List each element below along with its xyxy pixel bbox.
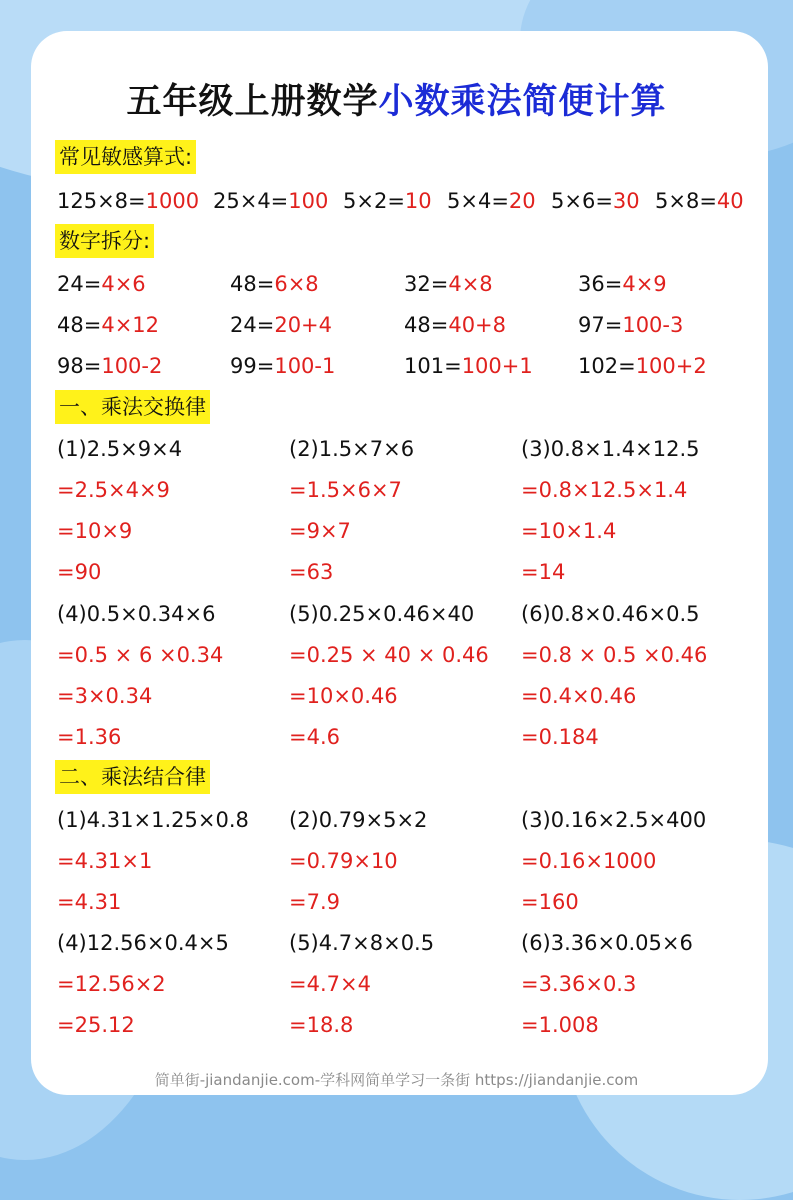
problem-step-answer: =10×1.4 bbox=[521, 519, 617, 543]
common-formula-answer: 30 bbox=[612, 189, 640, 213]
common-formula-text: 5×8= bbox=[655, 189, 717, 213]
split-item-answer: 100+2 bbox=[635, 354, 707, 378]
split-item-answer: 100+1 bbox=[461, 354, 533, 378]
problem-question-text: (5)4.7×8×0.5 bbox=[289, 931, 435, 955]
problem-step-answer: =2.5×4×9 bbox=[57, 478, 170, 502]
section-heading-split: 数字拆分: bbox=[55, 224, 154, 258]
problem-question-text: (4)0.5×0.34×6 bbox=[57, 602, 216, 626]
split-item bbox=[578, 350, 707, 382]
split-item bbox=[57, 268, 146, 300]
footer-text: 简单街-jiandanjie.com-学科网简单学习一条街 https://jiandanjie.com bbox=[154, 1071, 639, 1089]
common-formula bbox=[57, 185, 199, 217]
problem-question bbox=[57, 433, 182, 465]
problem-step-answer: =9×7 bbox=[289, 519, 351, 543]
problem-step-answer: =0.4×0.46 bbox=[521, 684, 637, 708]
problem-question-text: (3)0.8×1.4×12.5 bbox=[521, 437, 700, 461]
split-item-text: 102= bbox=[578, 354, 636, 378]
common-formula-text: 125×8= bbox=[57, 189, 146, 213]
split-item-answer: 100-3 bbox=[622, 313, 684, 337]
split-item-answer: 4×6 bbox=[101, 272, 146, 296]
common-formula bbox=[551, 185, 640, 217]
problem-step-answer: =10×0.46 bbox=[289, 684, 398, 708]
page-title bbox=[0, 78, 793, 126]
problem-question bbox=[289, 433, 414, 465]
split-item-text: 32= bbox=[404, 272, 449, 296]
split-item-text: 48= bbox=[57, 313, 102, 337]
problem-step-answer: =10×9 bbox=[57, 519, 133, 543]
problem-step bbox=[521, 1009, 599, 1041]
problem-question-text: (6)3.36×0.05×6 bbox=[521, 931, 693, 955]
problem-step-answer: =3.36×0.3 bbox=[521, 972, 637, 996]
split-item bbox=[578, 309, 683, 341]
split-item-text: 48= bbox=[404, 313, 449, 337]
problem-step bbox=[289, 845, 398, 877]
problem-step-answer: =1.008 bbox=[521, 1013, 599, 1037]
problem-question bbox=[57, 598, 215, 630]
problem-question-text: (5)0.25×0.46×40 bbox=[289, 602, 475, 626]
problem-step-answer: =14 bbox=[521, 560, 566, 584]
section-heading-commutative: 一、乘法交换律 bbox=[55, 390, 210, 424]
problem-step-answer: =3×0.34 bbox=[57, 684, 153, 708]
split-item-answer: 100-2 bbox=[101, 354, 163, 378]
problem-step bbox=[521, 721, 599, 753]
problem-step-answer: =0.8×12.5×1.4 bbox=[521, 478, 688, 502]
problem-question-text: (2)0.79×5×2 bbox=[289, 808, 428, 832]
problem-step-answer: =7.9 bbox=[289, 890, 340, 914]
problem-step bbox=[521, 515, 616, 547]
split-item-answer: 4×12 bbox=[101, 313, 160, 337]
problem-step-answer: =0.79×10 bbox=[289, 849, 398, 873]
section-heading-common: 常见敏感算式: bbox=[55, 140, 196, 174]
common-formula-answer: 100 bbox=[288, 189, 329, 213]
common-formula-answer: 40 bbox=[716, 189, 744, 213]
problem-step-answer: =0.184 bbox=[521, 725, 599, 749]
split-item-answer: 4×8 bbox=[448, 272, 493, 296]
problem-step bbox=[521, 556, 565, 588]
split-item-answer: 20+4 bbox=[274, 313, 333, 337]
problem-question bbox=[521, 927, 693, 959]
split-item-text: 48= bbox=[230, 272, 275, 296]
split-item-text: 36= bbox=[578, 272, 623, 296]
problem-step-answer: =0.16×1000 bbox=[521, 849, 657, 873]
split-item bbox=[578, 268, 667, 300]
split-item-answer: 100-1 bbox=[274, 354, 336, 378]
problem-step-answer: =90 bbox=[57, 560, 102, 584]
split-item-text: 101= bbox=[404, 354, 462, 378]
split-item-answer: 40+8 bbox=[448, 313, 507, 337]
split-item bbox=[404, 268, 493, 300]
problem-question bbox=[521, 433, 700, 465]
split-item bbox=[57, 309, 159, 341]
split-item-answer: 6×8 bbox=[274, 272, 319, 296]
split-item-text: 99= bbox=[230, 354, 275, 378]
problem-step bbox=[57, 515, 132, 547]
problem-question bbox=[57, 804, 249, 836]
problem-question-text: (6)0.8×0.46×0.5 bbox=[521, 602, 700, 626]
common-formula bbox=[343, 185, 432, 217]
split-item bbox=[404, 350, 533, 382]
problem-step-answer: =0.5 × 6 ×0.34 bbox=[57, 643, 224, 667]
problem-question bbox=[57, 927, 229, 959]
problem-step bbox=[289, 515, 351, 547]
problem-step-answer: =63 bbox=[289, 560, 334, 584]
problem-step bbox=[521, 845, 656, 877]
split-item bbox=[404, 309, 506, 341]
common-formula bbox=[447, 185, 536, 217]
problem-step-answer: =18.8 bbox=[289, 1013, 354, 1037]
problem-step bbox=[521, 680, 636, 712]
problem-step-answer: =0.8 × 0.5 ×0.46 bbox=[521, 643, 708, 667]
problem-question-text: (1)2.5×9×4 bbox=[57, 437, 183, 461]
problem-step bbox=[57, 680, 152, 712]
problem-question-text: (2)1.5×7×6 bbox=[289, 437, 415, 461]
problem-step-answer: =4.31×1 bbox=[57, 849, 153, 873]
split-item-text: 24= bbox=[230, 313, 275, 337]
problem-step bbox=[57, 639, 223, 671]
common-formula-answer: 20 bbox=[508, 189, 536, 213]
problem-step-answer: =12.56×2 bbox=[57, 972, 166, 996]
title-part1: 五年级上册数学 bbox=[126, 81, 379, 122]
problem-step bbox=[289, 680, 398, 712]
common-formula bbox=[655, 185, 744, 217]
problem-step bbox=[289, 886, 340, 918]
problem-step bbox=[521, 474, 687, 506]
problem-question bbox=[521, 598, 700, 630]
problem-step bbox=[521, 968, 636, 1000]
problem-question bbox=[289, 598, 474, 630]
problem-question-text: (1)4.31×1.25×0.8 bbox=[57, 808, 249, 832]
problem-step bbox=[289, 968, 371, 1000]
problem-step bbox=[57, 845, 152, 877]
problem-question bbox=[289, 804, 427, 836]
common-formula bbox=[213, 185, 328, 217]
split-item bbox=[57, 350, 162, 382]
common-formula-answer: 10 bbox=[404, 189, 432, 213]
split-item-text: 97= bbox=[578, 313, 623, 337]
section-heading-associative: 二、乘法结合律 bbox=[55, 760, 210, 794]
problem-step-answer: =4.7×4 bbox=[289, 972, 371, 996]
problem-step-answer: =25.12 bbox=[57, 1013, 135, 1037]
common-formula-text: 5×6= bbox=[551, 189, 613, 213]
problem-step bbox=[57, 1009, 135, 1041]
problem-step bbox=[521, 886, 579, 918]
problem-step-answer: =4.31 bbox=[57, 890, 122, 914]
problem-step bbox=[57, 886, 121, 918]
common-formula-text: 25×4= bbox=[213, 189, 289, 213]
problem-step-answer: =160 bbox=[521, 890, 579, 914]
problem-step-answer: =0.25 × 40 × 0.46 bbox=[289, 643, 489, 667]
split-item-text: 98= bbox=[57, 354, 102, 378]
split-item-answer: 4×9 bbox=[622, 272, 667, 296]
split-item bbox=[230, 268, 319, 300]
common-formula-text: 5×4= bbox=[447, 189, 509, 213]
problem-step bbox=[289, 639, 489, 671]
problem-step-answer: =1.5×6×7 bbox=[289, 478, 402, 502]
problem-question bbox=[289, 927, 434, 959]
problem-step-answer: =4.6 bbox=[289, 725, 340, 749]
common-formula-text: 5×2= bbox=[343, 189, 405, 213]
problem-step bbox=[289, 1009, 353, 1041]
problem-step bbox=[57, 721, 121, 753]
problem-step bbox=[289, 556, 333, 588]
common-formula-answer: 1000 bbox=[145, 189, 200, 213]
split-item bbox=[230, 309, 332, 341]
title-part2: 小数乘法简便计算 bbox=[378, 81, 667, 122]
problem-question-text: (4)12.56×0.4×5 bbox=[57, 931, 229, 955]
problem-step bbox=[57, 556, 101, 588]
problem-step-answer: =1.36 bbox=[57, 725, 122, 749]
problem-question-text: (3)0.16×2.5×400 bbox=[521, 808, 707, 832]
problem-step bbox=[521, 639, 707, 671]
problem-step bbox=[57, 968, 166, 1000]
problem-step bbox=[289, 721, 340, 753]
problem-question bbox=[521, 804, 706, 836]
split-item bbox=[230, 350, 335, 382]
problem-step bbox=[289, 474, 402, 506]
problem-step bbox=[57, 474, 170, 506]
split-item-text: 24= bbox=[57, 272, 102, 296]
